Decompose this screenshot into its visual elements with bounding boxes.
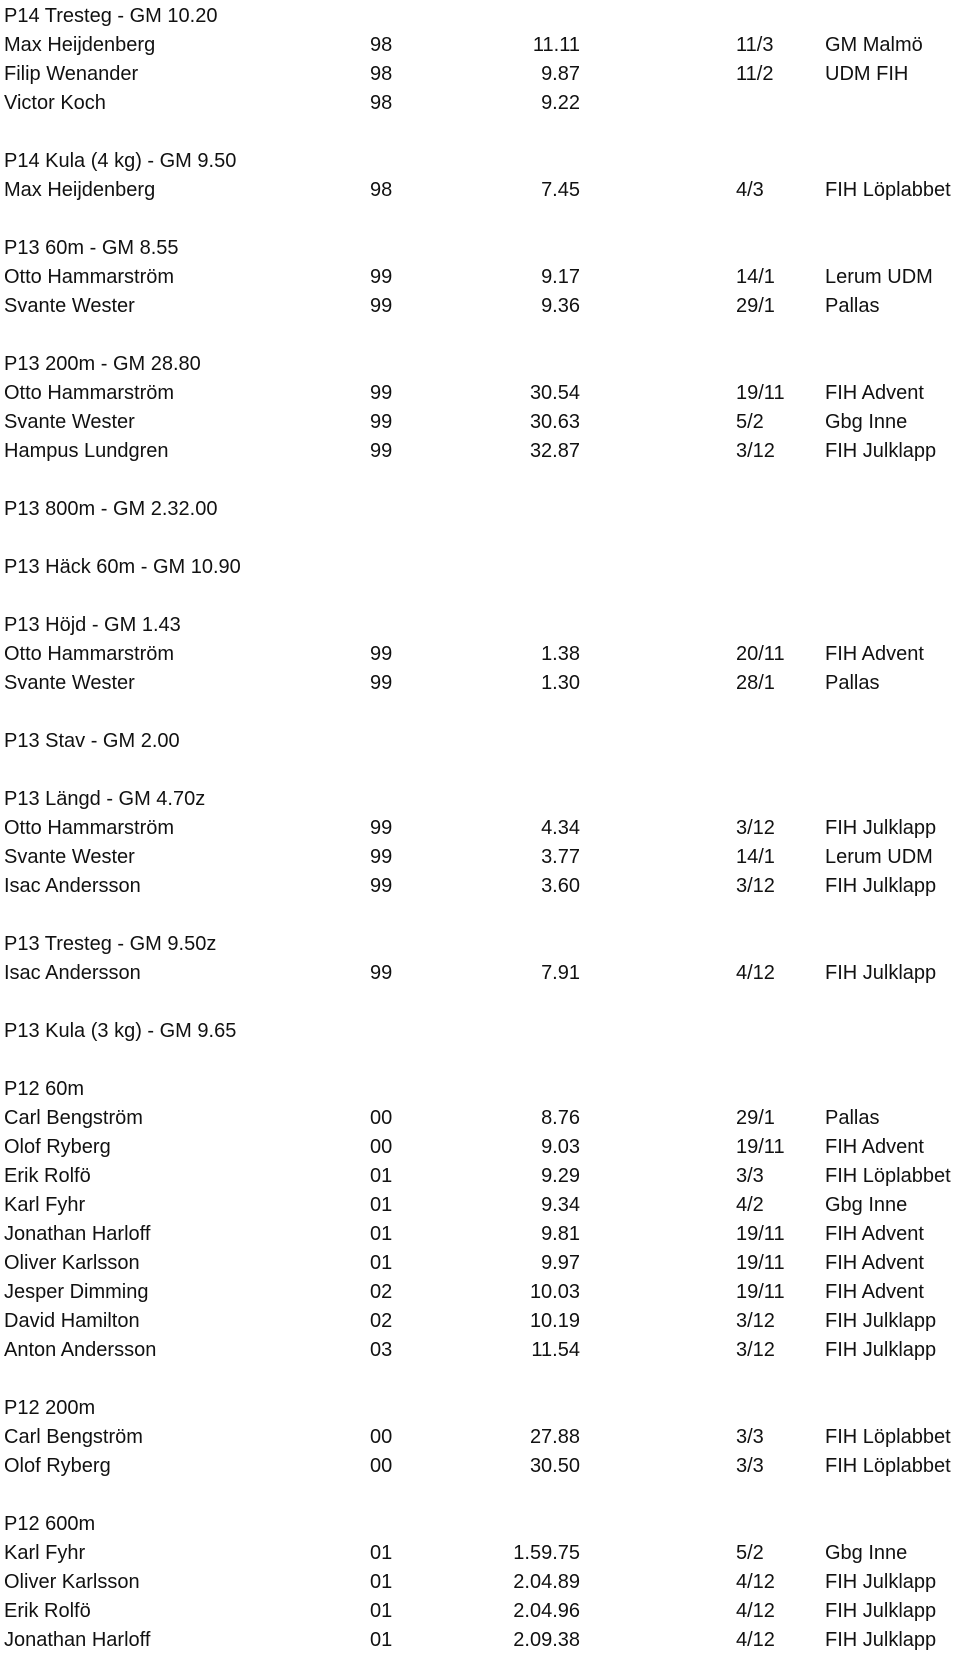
athlete-name: Carl Bengström: [4, 1107, 143, 1129]
event-heading: [0, 495, 960, 524]
competition-name: FIH Löplabbet: [825, 1455, 951, 1477]
event-heading: [0, 147, 960, 176]
result-date: 11/2: [736, 63, 774, 85]
result-value: 7.91: [541, 962, 580, 984]
result-row: [0, 1191, 960, 1220]
event-title: P14 Tresteg - GM 10.20: [4, 5, 218, 27]
competition-name: FIH Advent: [825, 1223, 924, 1245]
birth-year: 99: [370, 411, 393, 433]
result-row: [0, 669, 960, 698]
athlete-name: Karl Fyhr: [4, 1542, 86, 1564]
result-value: 9.36: [541, 295, 580, 317]
result-row: [0, 640, 960, 669]
competition-name: Gbg Inne: [825, 1194, 908, 1216]
birth-year: 01: [370, 1165, 393, 1187]
competition-name: FIH Advent: [825, 643, 924, 665]
result-row: [0, 814, 960, 843]
result-date: 28/1: [736, 672, 775, 694]
result-date: 4/12: [736, 1600, 775, 1622]
result-date: 19/11: [736, 1252, 785, 1274]
athlete-name: Svante Wester: [4, 846, 135, 868]
event-title: P13 Kula (3 kg) - GM 9.65: [4, 1020, 237, 1042]
athlete-name: Carl Bengström: [4, 1426, 143, 1448]
competition-name: FIH Julklapp: [825, 962, 937, 984]
result-date: 19/11: [736, 1223, 785, 1245]
birth-year: 01: [370, 1194, 393, 1216]
birth-year: 02: [370, 1310, 393, 1332]
competition-name: Pallas: [825, 1107, 880, 1129]
event-heading: [0, 2, 960, 31]
result-date: 19/11: [736, 1136, 785, 1158]
result-date: 14/1: [736, 266, 775, 288]
event-heading: [0, 1075, 960, 1104]
result-row: [0, 1104, 960, 1133]
result-date: 3/3: [736, 1426, 764, 1448]
birth-year: 99: [370, 962, 393, 984]
event-heading: [0, 785, 960, 814]
result-value: 7.45: [541, 179, 580, 201]
competition-name: UDM FIH: [825, 63, 909, 85]
competition-name: FIH Löplabbet: [825, 179, 951, 201]
result-row: [0, 1278, 960, 1307]
event-heading: [0, 553, 960, 582]
event-title: P13 60m - GM 8.55: [4, 237, 179, 259]
result-value: 3.60: [541, 875, 580, 897]
birth-year: 99: [370, 846, 393, 868]
birth-year: 01: [370, 1571, 393, 1593]
result-row: [0, 1597, 960, 1626]
result-row: [0, 31, 960, 60]
athlete-name: Otto Hammarström: [4, 643, 175, 665]
result-value: 9.34: [541, 1194, 580, 1216]
result-date: 19/11: [736, 1281, 785, 1303]
birth-year: 02: [370, 1281, 393, 1303]
result-value: 11.54: [531, 1339, 580, 1361]
birth-year: 03: [370, 1339, 393, 1361]
athlete-name: Jonathan Harloff: [4, 1629, 151, 1651]
event-title: P13 Stav - GM 2.00: [4, 730, 180, 752]
result-value: 11.11: [532, 34, 580, 56]
event-title: P13 800m - GM 2.32.00: [4, 498, 218, 520]
event-heading: [0, 727, 960, 756]
result-value: 2.09.38: [513, 1629, 580, 1651]
athlete-name: Isac Andersson: [4, 962, 141, 984]
result-value: 10.03: [529, 1281, 580, 1303]
competition-name: Gbg Inne: [825, 411, 908, 433]
event-title: P13 200m - GM 28.80: [4, 353, 201, 375]
birth-year: 00: [370, 1426, 393, 1448]
birth-year: 98: [370, 92, 393, 114]
result-value: 27.88: [529, 1426, 580, 1448]
result-value: 32.87: [529, 440, 580, 462]
competition-name: FIH Julklapp: [825, 875, 937, 897]
athlete-name: Svante Wester: [4, 672, 135, 694]
result-row: [0, 379, 960, 408]
result-row: [0, 89, 960, 118]
result-value: 1.59.75: [513, 1542, 580, 1564]
competition-name: FIH Advent: [825, 1136, 924, 1158]
result-value: 2.04.96: [513, 1600, 580, 1622]
athlete-name: Erik Rolfö: [4, 1165, 91, 1187]
result-row: [0, 60, 960, 89]
athlete-name: Hampus Lundgren: [4, 440, 169, 462]
result-value: 10.19: [529, 1310, 580, 1332]
competition-name: Pallas: [825, 295, 880, 317]
result-row: [0, 1162, 960, 1191]
event-title: P12 200m: [4, 1397, 96, 1419]
result-date: 19/11: [736, 382, 785, 404]
result-row: [0, 1249, 960, 1278]
birth-year: 99: [370, 382, 393, 404]
athlete-name: Oliver Karlsson: [4, 1571, 140, 1593]
athlete-name: Otto Hammarström: [4, 266, 175, 288]
result-date: 4/3: [736, 179, 764, 201]
result-date: 14/1: [736, 846, 775, 868]
competition-name: Gbg Inne: [825, 1542, 908, 1564]
event-title: P12 60m: [4, 1078, 85, 1100]
result-row: [0, 1220, 960, 1249]
competition-name: FIH Löplabbet: [825, 1165, 951, 1187]
event-title: P13 Höjd - GM 1.43: [4, 614, 181, 636]
athlete-name: Olof Ryberg: [4, 1455, 111, 1477]
competition-name: FIH Julklapp: [825, 1571, 937, 1593]
athlete-name: Otto Hammarström: [4, 382, 175, 404]
event-heading: [0, 234, 960, 263]
competition-name: FIH Advent: [825, 1281, 924, 1303]
competition-name: FIH Advent: [825, 1252, 924, 1274]
result-value: 1.38: [541, 643, 580, 665]
birth-year: 99: [370, 672, 393, 694]
competition-name: FIH Julklapp: [825, 440, 937, 462]
competition-name: GM Malmö: [825, 34, 923, 56]
result-date: 3/3: [736, 1165, 764, 1187]
athlete-name: Victor Koch: [4, 92, 106, 114]
competition-name: FIH Julklapp: [825, 817, 937, 839]
result-date: 4/12: [736, 962, 775, 984]
birth-year: 99: [370, 643, 393, 665]
result-row: [0, 1423, 960, 1452]
athlete-name: Svante Wester: [4, 295, 135, 317]
birth-year: 01: [370, 1252, 393, 1274]
event-heading: [0, 350, 960, 379]
competition-name: Lerum UDM: [825, 846, 933, 868]
event-heading: [0, 1017, 960, 1046]
competition-name: Pallas: [825, 672, 880, 694]
result-value: 9.22: [541, 92, 580, 114]
event-title: P13 Längd - GM 4.70z: [4, 788, 206, 810]
result-value: 3.77: [541, 846, 580, 868]
athlete-name: Filip Wenander: [4, 63, 139, 85]
birth-year: 01: [370, 1223, 393, 1245]
result-value: 9.81: [541, 1223, 580, 1245]
result-date: 3/12: [736, 875, 775, 897]
result-row: [0, 1133, 960, 1162]
result-value: 9.97: [541, 1252, 580, 1274]
result-value: 30.54: [529, 382, 580, 404]
result-date: 3/3: [736, 1455, 764, 1477]
birth-year: 98: [370, 63, 393, 85]
athlete-name: Isac Andersson: [4, 875, 141, 897]
result-date: 29/1: [736, 1107, 775, 1129]
athlete-name: Max Heijdenberg: [4, 179, 156, 201]
result-date: 29/1: [736, 295, 775, 317]
competition-name: FIH Julklapp: [825, 1629, 937, 1651]
athlete-name: Olof Ryberg: [4, 1136, 111, 1158]
result-row: [0, 176, 960, 205]
event-heading: [0, 611, 960, 640]
competition-name: FIH Julklapp: [825, 1310, 937, 1332]
competition-name: Lerum UDM: [825, 266, 933, 288]
event-title: P13 Häck 60m - GM 10.90: [4, 556, 241, 578]
birth-year: 01: [370, 1600, 393, 1622]
result-value: 30.50: [529, 1455, 580, 1477]
birth-year: 00: [370, 1455, 393, 1477]
result-date: 5/2: [736, 1542, 764, 1564]
result-date: 11/3: [736, 34, 774, 56]
result-row: [0, 959, 960, 988]
result-row: [0, 1452, 960, 1481]
result-row: [0, 263, 960, 292]
birth-year: 01: [370, 1542, 393, 1564]
athlete-name: Anton Andersson: [4, 1339, 157, 1361]
result-row: [0, 408, 960, 437]
athlete-name: Svante Wester: [4, 411, 135, 433]
athlete-name: Karl Fyhr: [4, 1194, 86, 1216]
birth-year: 01: [370, 1629, 393, 1651]
result-date: 4/12: [736, 1629, 775, 1651]
birth-year: 00: [370, 1136, 393, 1158]
result-row: [0, 1626, 960, 1655]
birth-year: 99: [370, 295, 393, 317]
result-value: 9.03: [541, 1136, 580, 1158]
competition-name: FIH Julklapp: [825, 1339, 937, 1361]
competition-name: FIH Löplabbet: [825, 1426, 951, 1448]
result-date: 5/2: [736, 411, 764, 433]
event-title: P14 Kula (4 kg) - GM 9.50: [4, 150, 237, 172]
result-row: [0, 1336, 960, 1365]
athlete-name: Oliver Karlsson: [4, 1252, 140, 1274]
athlete-name: David Hamilton: [4, 1310, 140, 1332]
result-date: 4/2: [736, 1194, 764, 1216]
result-row: [0, 1568, 960, 1597]
result-value: 9.17: [541, 266, 580, 288]
athlete-name: Jesper Dimming: [4, 1281, 149, 1303]
result-row: [0, 1307, 960, 1336]
result-value: 8.76: [541, 1107, 580, 1129]
athlete-name: Max Heijdenberg: [4, 34, 156, 56]
result-row: [0, 872, 960, 901]
result-row: [0, 437, 960, 466]
result-row: [0, 1539, 960, 1568]
result-date: 3/12: [736, 1310, 775, 1332]
birth-year: 99: [370, 266, 393, 288]
birth-year: 99: [370, 875, 393, 897]
result-value: 4.34: [541, 817, 580, 839]
athlete-name: Otto Hammarström: [4, 817, 175, 839]
result-row: [0, 843, 960, 872]
result-date: 20/11: [736, 643, 785, 665]
result-date: 4/12: [736, 1571, 775, 1593]
event-title: P12 600m: [4, 1513, 96, 1535]
event-title: P13 Tresteg - GM 9.50z: [4, 933, 217, 955]
result-value: 2.04.89: [513, 1571, 580, 1593]
athlete-name: Jonathan Harloff: [4, 1223, 151, 1245]
result-value: 1.30: [541, 672, 580, 694]
birth-year: 00: [370, 1107, 393, 1129]
athlete-name: Erik Rolfö: [4, 1600, 91, 1622]
event-heading: [0, 1510, 960, 1539]
birth-year: 99: [370, 440, 393, 462]
birth-year: 98: [370, 34, 393, 56]
birth-year: 98: [370, 179, 393, 201]
result-row: [0, 292, 960, 321]
result-value: 30.63: [529, 411, 580, 433]
event-heading: [0, 930, 960, 959]
competition-name: FIH Advent: [825, 382, 924, 404]
result-value: 9.29: [541, 1165, 580, 1187]
competition-name: FIH Julklapp: [825, 1600, 937, 1622]
result-date: 3/12: [736, 817, 775, 839]
result-date: 3/12: [736, 1339, 775, 1361]
result-date: 3/12: [736, 440, 775, 462]
birth-year: 99: [370, 817, 393, 839]
result-value: 9.87: [541, 63, 580, 85]
event-heading: [0, 1394, 960, 1423]
